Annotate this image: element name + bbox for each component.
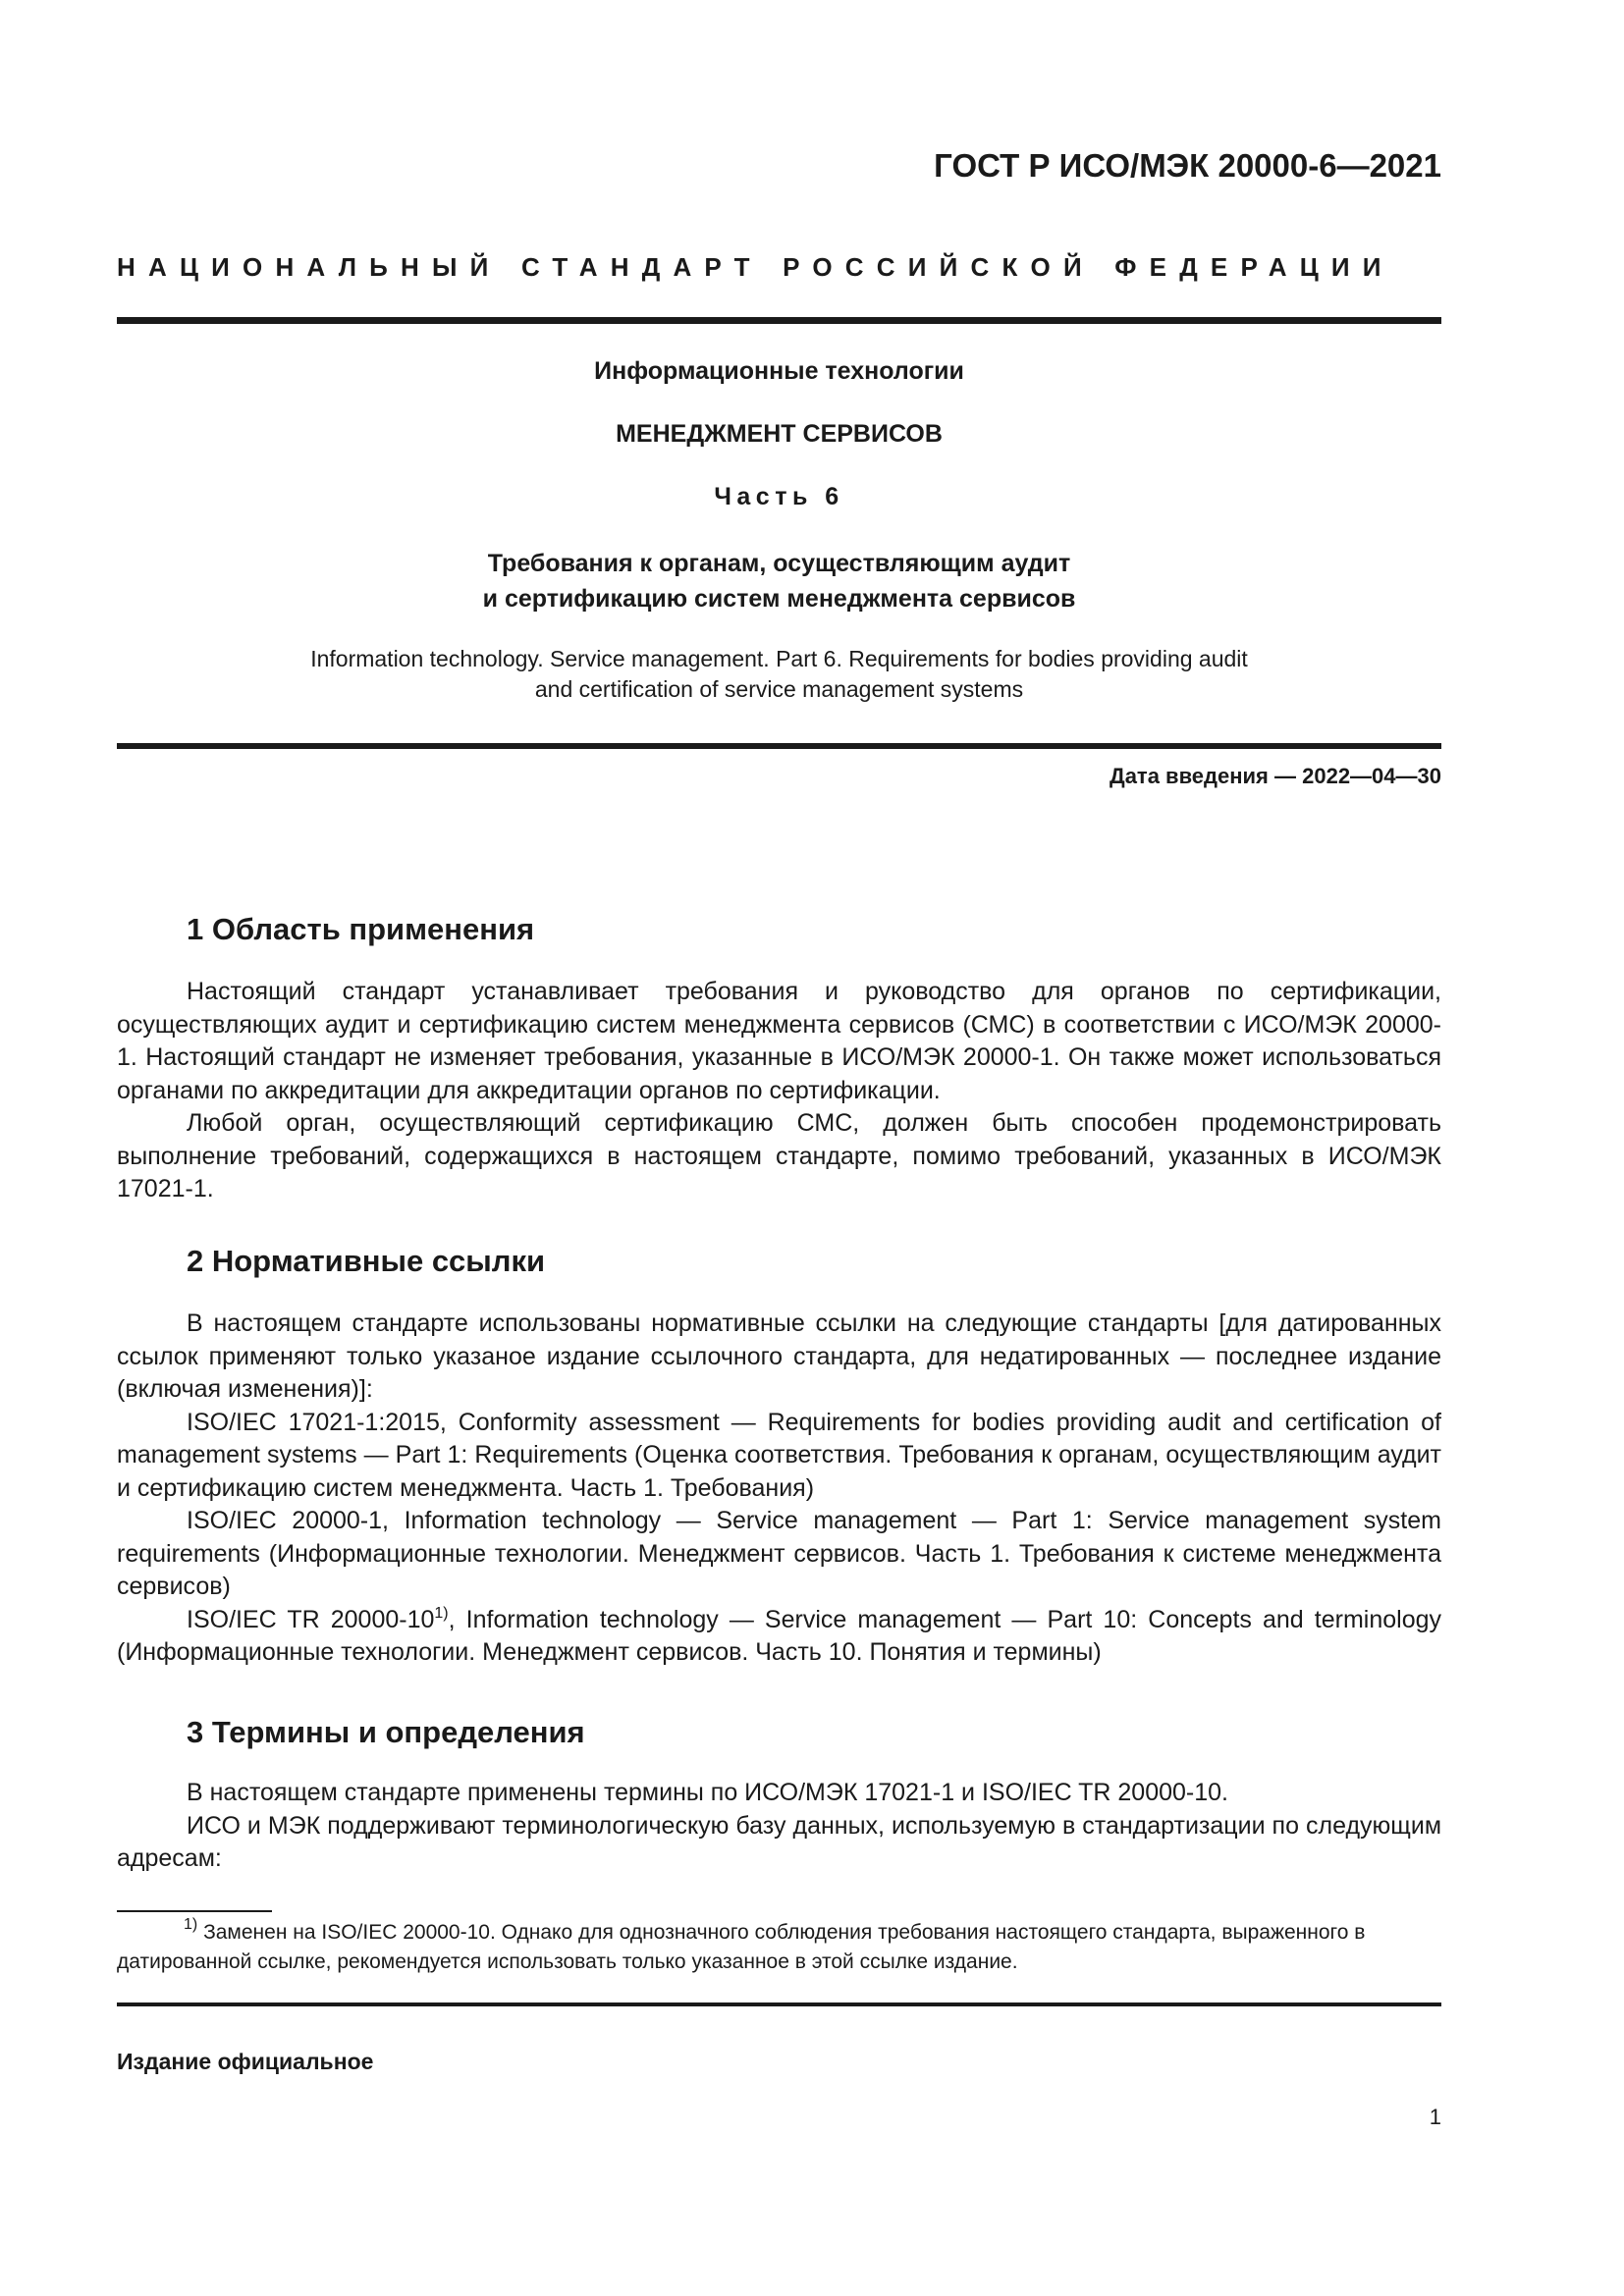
section-2-body xyxy=(117,1308,1441,1670)
section-2-paragraph-4 xyxy=(117,1604,1441,1670)
title-requirements xyxy=(117,546,1441,616)
section-2-paragraph-1: В настоящем стандарте использованы нормативные ссылки на следующие стандарты [для датированных ссылок применяют только указаное издание ссылочного стандарта, для недатированных — последнее издание (включая изменения)]: xyxy=(117,1309,1441,1403)
footnote-marker: 1) xyxy=(184,1916,198,1933)
section-3-paragraph-2: ИСО и МЭК поддерживают терминологическую базу данных, используемую в стандартизации по следующим адресам: xyxy=(117,1811,1441,1872)
section-1-heading: 1 Область применения xyxy=(187,912,535,946)
title-line-2: МЕНЕДЖМЕНТ СЕРВИСОВ xyxy=(616,420,943,448)
official-edition-label: Издание официальное xyxy=(117,2049,374,2074)
title-part: Часть 6 xyxy=(714,483,844,510)
section-2-heading: 2 Нормативные ссылки xyxy=(187,1244,546,1278)
document-code: ГОСТ Р ИСО/МЭК 20000-6—2021 xyxy=(934,147,1441,184)
footnote xyxy=(117,1918,1441,1977)
section-2-paragraph-3: ISO/IEC 20000-1, Information technology — Service management — Part 1: Service management system requirements (Информационные технологии. Менеджмент сервисов. Часть 1. Требования к системе менеджмента сервисов) xyxy=(117,1507,1441,1600)
section-3-body xyxy=(117,1777,1441,1876)
footnote-divider xyxy=(117,1910,272,1912)
english-title-line-1: Information technology. Service management. Part 6. Requirements for bodies providing audit xyxy=(310,646,1248,671)
english-title xyxy=(117,644,1441,705)
english-title-line-2: and certification of service management systems xyxy=(534,676,1024,702)
bottom-divider xyxy=(117,2002,1441,2006)
section-1-paragraph-1: Настоящий стандарт устанавливает требования и руководство для органов по сертификации, осуществляющих аудит и сертификацию систем менеджмента сервисов (СМС) в соответствии с ИСО/МЭК 20000-1. Настоящий стандарт не изменяет требования, указанные в ИСО/МЭК 20000-1. Он также может использоваться органами по аккредитации для аккредитации органов по сертификации. xyxy=(117,978,1441,1104)
section-1-body xyxy=(117,976,1441,1206)
footnote-reference[interactable]: 1) xyxy=(434,1604,449,1622)
national-standard-title: НАЦИОНАЛЬНЫЙ СТАНДАРТ РОССИЙСКОЙ ФЕДЕРАЦИИ xyxy=(117,252,1394,282)
section-3-heading: 3 Термины и определения xyxy=(187,1715,585,1749)
introduction-date: Дата введения — 2022—04—30 xyxy=(1110,764,1441,788)
top-divider xyxy=(117,317,1441,324)
title-requirements-line-2: и сертификацию систем менеджмента сервисов xyxy=(482,585,1076,613)
middle-divider xyxy=(117,743,1441,749)
title-requirements-line-1: Требования к органам, осуществляющим аудит xyxy=(487,550,1071,577)
footnote-text: Заменен на ISO/IEC 20000-10. Однако для однозначного соблюдения требования настоящего стандарта, выраженного в датированной ссылке, рекомендуется использовать только указанное в этой ссылке издание. xyxy=(117,1921,1366,1973)
reference-title: , Information technology — Service management — Part 10: Concepts and terminology (Информационные технологии. Менеджмент сервисов. Часть 10. Понятия и термины) xyxy=(117,1605,1441,1666)
section-2-paragraph-2: ISO/IEC 17021-1:2015, Conformity assessment — Requirements for bodies providing audit and certification of management systems — Part 1: Requirements (Оценка соответствия. Требования к органам, осуществляющим аудит и сертификацию систем менеджмента. Часть 1. Требования) xyxy=(117,1408,1441,1502)
reference-code: ISO/IEC TR 20000-10 xyxy=(187,1605,435,1633)
title-line-1: Информационные технологии xyxy=(594,357,964,385)
section-1-paragraph-2: Любой орган, осуществляющий сертификацию СМС, должен быть способен продемонстрировать выполнение требований, содержащихся в настоящем стандарте, помимо требований, указанных в ИСО/МЭК 17021-1. xyxy=(117,1109,1441,1202)
page-number: 1 xyxy=(1429,2105,1441,2129)
section-3-paragraph-1: В настоящем стандарте применены термины по ИСО/МЭК 17021-1 и ISO/IEC TR 20000-10. xyxy=(187,1779,1228,1806)
